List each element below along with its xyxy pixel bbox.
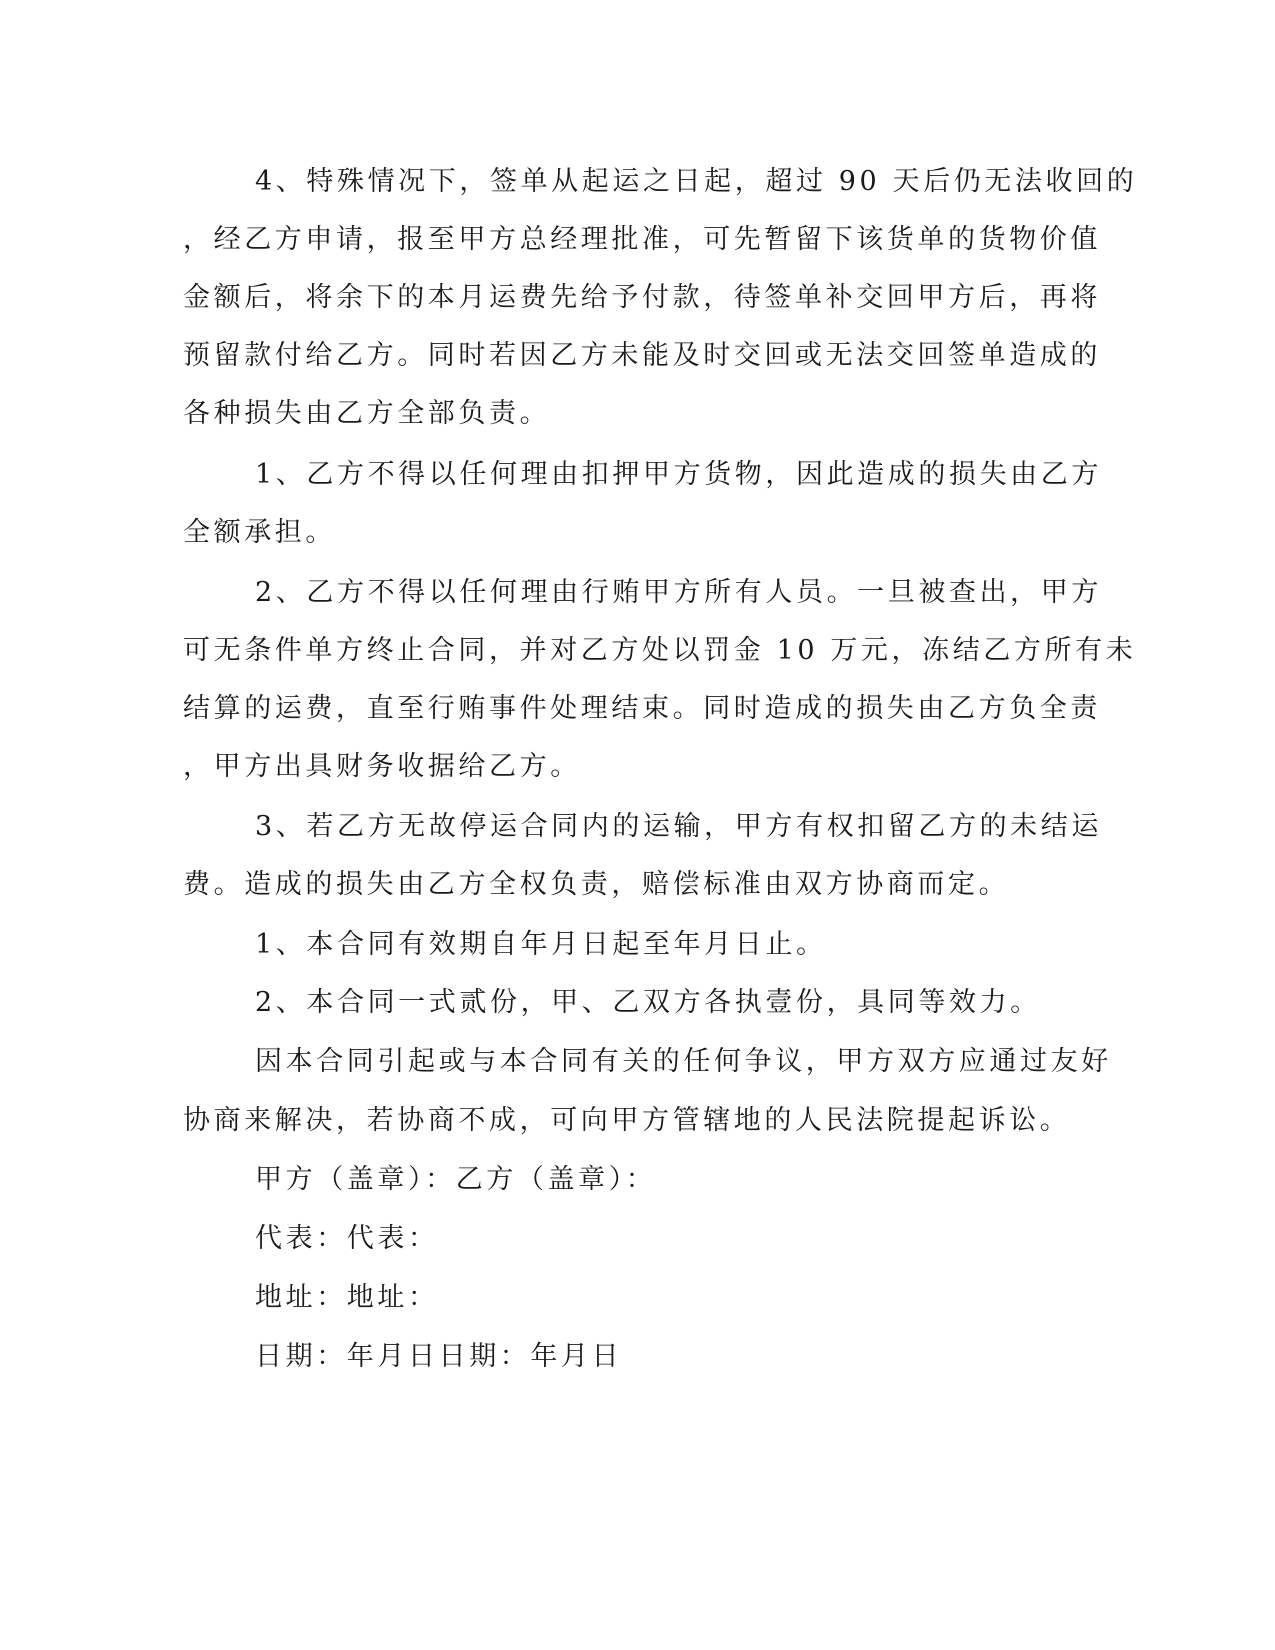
clause-2-line-1: 2、乙方不得以任何理由行贿甲方所有人员。一旦被查出，甲方 bbox=[255, 577, 1102, 608]
clause-2-line-2: 可无条件单方终止合同，并对乙方处以罚金 10 万元，冻结乙方所有未 bbox=[183, 635, 1137, 666]
clause-3-line-2: 费。造成的损失由乙方全权负责，赔偿标准由双方协商而定。 bbox=[183, 869, 1010, 900]
clause-1-line-2: 全额承担。 bbox=[183, 517, 336, 548]
signature-representative-line: 代表：代表： bbox=[255, 1223, 439, 1254]
clause-4-line-5: 各种损失由乙方全部负责。 bbox=[183, 398, 551, 429]
clause-3-line-1: 3、若乙方无故停运合同内的运输，甲方有权扣留乙方的未结运 bbox=[255, 811, 1102, 842]
signature-seal-line: 甲方（盖章）：乙方（盖章）： bbox=[255, 1164, 657, 1195]
clause-4-line-1: 4、特殊情况下，签单从起运之日起，超过 90 天后仍无法收回的 bbox=[255, 166, 1138, 197]
clause-1-line-1: 1、乙方不得以任何理由扣押甲方货物，因此造成的损失由乙方 bbox=[255, 459, 1102, 490]
clause-4-line-3: 金额后，将余下的本月运费先给予付款，待签单补交回甲方后，再将 bbox=[183, 282, 1101, 313]
signature-address-line: 地址：地址： bbox=[255, 1282, 439, 1313]
dispute-clause-line-1: 因本合同引起或与本合同有关的任何争议，甲方双方应通过友好 bbox=[255, 1046, 1112, 1077]
term-clause-1: 1、本合同有效期自年月日起至年月日止。 bbox=[255, 929, 827, 960]
clause-2-line-4: ，甲方出具财务收据给乙方。 bbox=[183, 751, 581, 782]
clause-4-line-4: 预留款付给乙方。同时若因乙方未能及时交回或无法交回签单造成的 bbox=[183, 340, 1101, 371]
clause-2-line-3: 结算的运费，直至行贿事件处理结束。同时造成的损失由乙方负全责 bbox=[183, 693, 1101, 724]
term-clause-2: 2、本合同一式贰份，甲、乙双方各执壹份，具同等效力。 bbox=[255, 987, 1041, 1018]
clause-4-line-2: ，经乙方申请，报至甲方总经理批准，可先暂留下该货单的货物价值 bbox=[183, 224, 1101, 255]
dispute-clause-line-2: 协商来解决，若协商不成，可向甲方管辖地的人民法院提起诉讼。 bbox=[183, 1105, 1071, 1136]
signature-date-line: 日期：年月日日期：年月日 bbox=[255, 1341, 623, 1372]
